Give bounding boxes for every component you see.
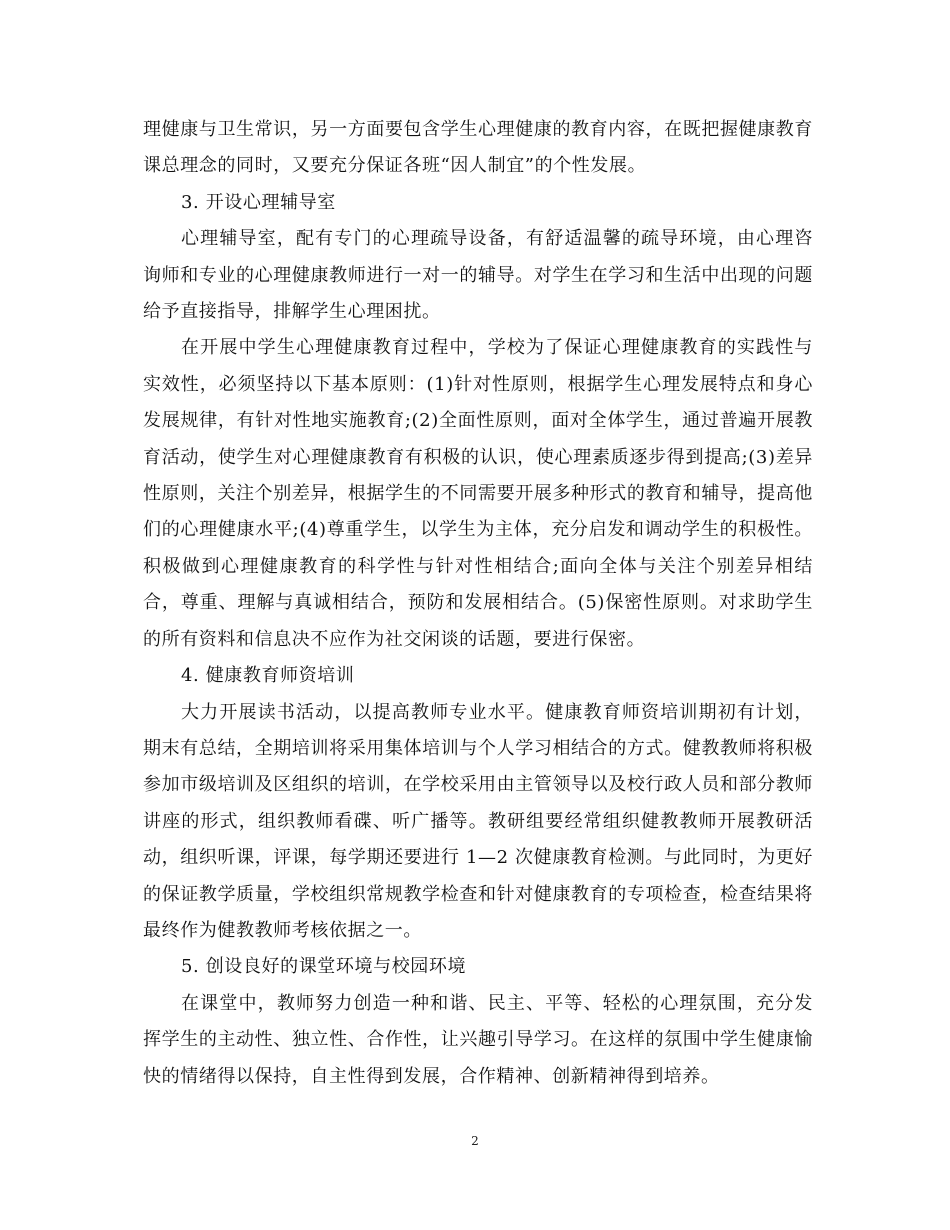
paragraph-principles: 在开展中学生心理健康教育过程中，学校为了保证心理健康教育的实践性与实效性，必须坚持以下基本原则：(1)针对性原则，根据学生心理发展特点和身心发展规律，有针对性地实施教育;(2)全面性原则，面对全体学生，通过普遍开展教育活动，使学生对心理健康教育有积极的认识，使心理素质逐步得到提高;(3)差异性原则，关注个别差异，根据学生的不同需要开展多种形式的教育和辅导，提高他们的心理健康水平;(4)尊重学生，以学生为主体，充分启发和调动学生的积极性。积极做到心理健康教育的科学性与针对性相结合;面向全体与关注个别差异相结合，尊重、理解与真诚相结合，预防和发展相结合。(5)保密性原则。对求助学生的所有资料和信息决不应作为社交闲谈的话题，要进行保密。 [143, 337, 813, 650]
paragraph-counseling-room: 心理辅导室，配有专门的心理疏导设备，有舒适温馨的疏导环境，由心理咨询师和专业的心理健康教师进行一对一的辅导。对学生在学习和生活中出现的问题给予直接指导，排解学生心理困扰。 [143, 228, 813, 323]
page-number: 2 [471, 1134, 479, 1148]
paragraph-continuation: 理健康与卫生常识，另一方面要包含学生心理健康的教育内容，在既把握健康教育课总理念的同时，又要充分保证各班“因人制宜”的个性发展。 [143, 119, 813, 177]
section-heading-4: 4. 健康教育师资培训 [181, 665, 355, 687]
paragraph-classroom-environment: 在课堂中，教师努力创造一种和谐、民主、平等、轻松的心理氛围，充分发挥学生的主动性、独立性、合作性，让兴趣引导学习。在这样的氛围中学生健康愉快的情绪得以保持，自主性得到发展，合作精神、创新精神得到培养。 [143, 992, 813, 1087]
section-heading-3: 3. 开设心理辅导室 [181, 191, 336, 213]
paragraph-teacher-training: 大力开展读书活动，以提高教师专业水平。健康教育师资培训期初有计划，期末有总结，全期培训将采用集体培训与个人学习相结合的方式。健教教师将积极参加市级培训及区组织的培训，在学校采用由主管领导以及校行政人员和部分教师讲座的形式，组织教师看碟、听广播等。教研组要经常组织健教教师开展教研活动，组织听课，评课，每学期还要进行 1—2 次健康教育检测。与此同时，为更好的保证教学质量，学校组织常规教学检查和针对健康教育的专项检查，检查结果将最终作为健教教师考核依据之一。 [143, 701, 813, 941]
document-body [143, 112, 813, 1095]
section-heading-5: 5. 创设良好的课堂环境与校园环境 [181, 956, 467, 978]
